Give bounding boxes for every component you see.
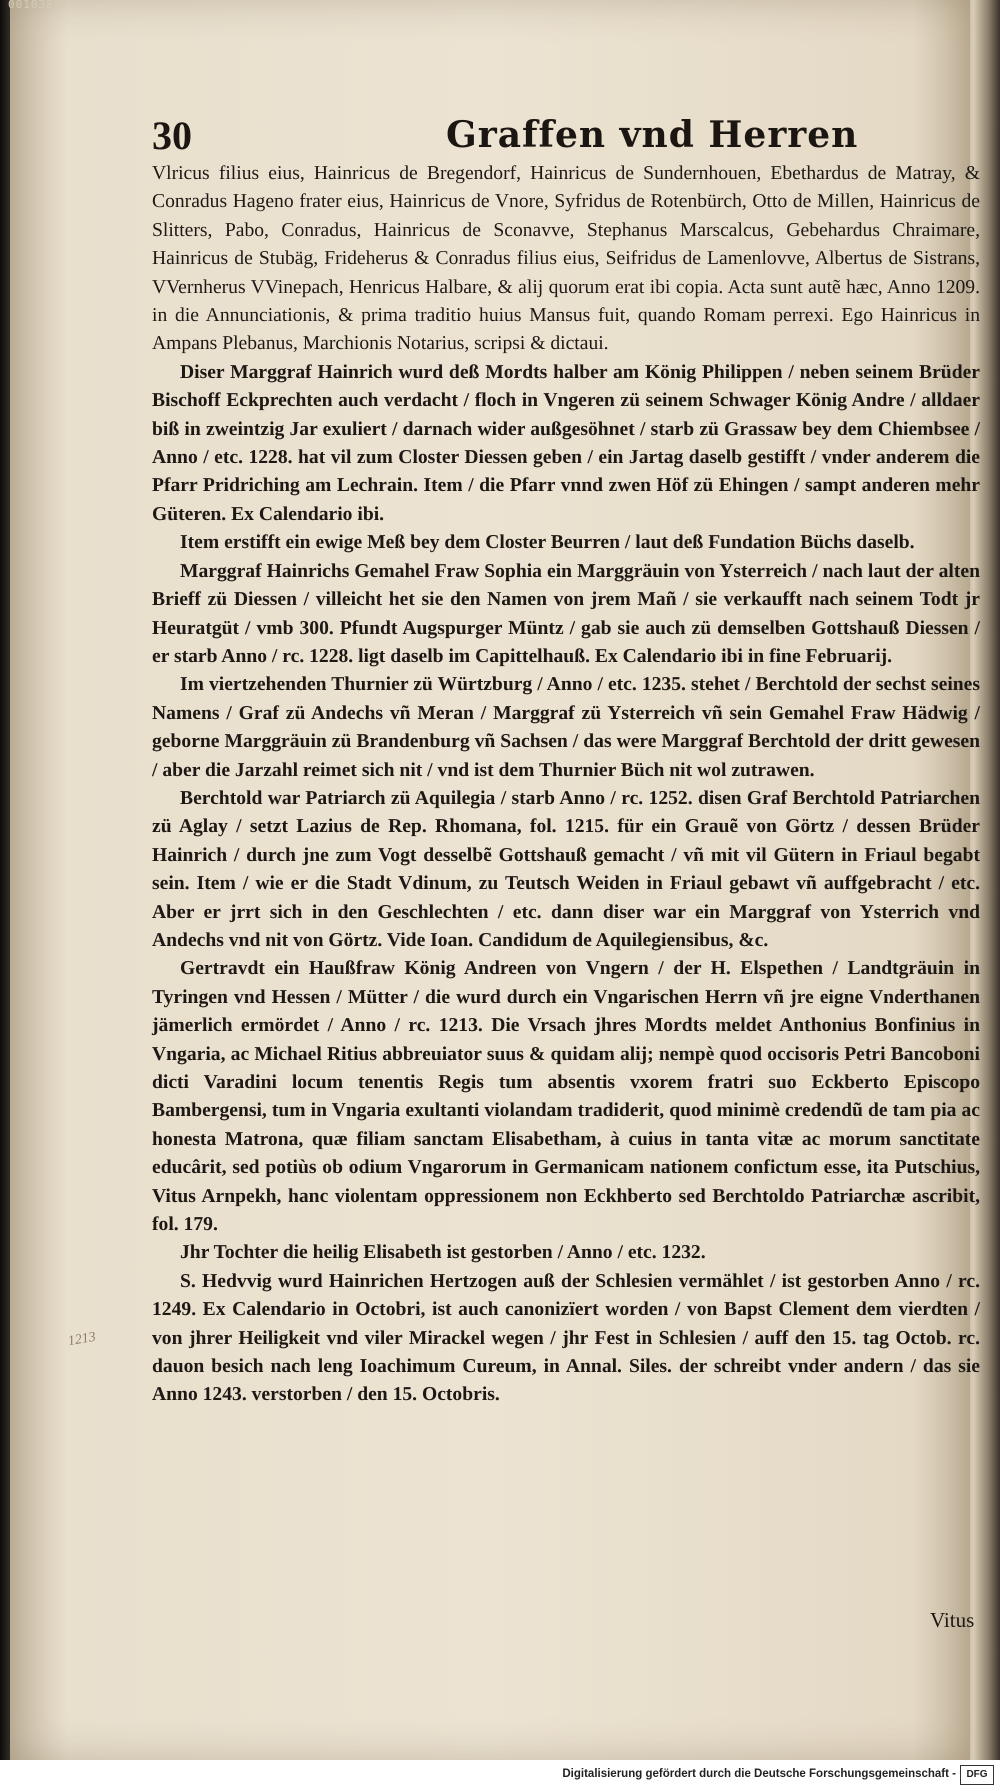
page-header [148, 112, 978, 164]
scan-id-label: 00103887 [8, 0, 69, 11]
paragraph-sophia: Marggraf Hainrichs Gemahel Fraw Sophia ein Marggräuin von Ysterreich / nach laut der alten Brieff zü Diessen / villeicht het sie den Namen von jrem Mañ / sie verkaufft nach seinem Todt jr Heuratgüt / vmb 300. Pfundt Augspurger Müntz / gab sie auch zü demselben Gottshauß Diessen / er starb Anno / rc. 1228. ligt daselb im Capittelhauß. Ex Calendario ibi in fine Februarij. [152, 560, 980, 667]
catchword: Vitus [930, 1608, 975, 1632]
paragraph-elisabeth: Jhr Tochter die heilig Elisabeth ist gestorben / Anno / etc. 1232. [180, 1242, 706, 1264]
paragraph-ewige-mess: Item erstifft ein ewige Meß bey dem Closter Beurren / laut deß Fundation Büchs daselb. [180, 532, 915, 554]
funding-credit: Digitalisierung gefördert durch die Deutsche Forschungsgemeinschaft - [562, 1768, 956, 1780]
dfg-logo-icon: DFG [960, 1765, 994, 1785]
paragraph-latin-witness-list: Vlricus filius eius, Hainricus de Bregendorf, Hainricus de Sundernhouen, Ebethardus de Matray, & Conradus Hageno frater eius, Hainricus de Vnore, Syfridus de Rotenbürch, Otto de Millen, Hainricus de Slitters, Pabo, Conradus, Hainricus de Sconavve, Stephanus Marscalcus, Gebehardus Chraimare, Hainricus de Stubäg, Frideherus & Conradus filius eius, Seifridus de Lamenlovve, Albertus de Sistrans, VVernherus VVinepach, Henricus Halbare, & alij quorum erat ibi copia. Acta sunt autẽ hæc, Anno 1209. in die Annunciationis, & prima traditio huius Mansus fuit, quando Romam perrexi. Ego Hainricus in Ampans Plebanus, Marchionis Notarius, scripsi & dictaui. [152, 163, 980, 355]
handwritten-margin-note: 1213 [66, 1329, 98, 1350]
page-number: 30 [152, 113, 192, 158]
book-page [8, 0, 980, 1760]
paragraph-thurnier: Im viertzehenden Thurnier zü Würtzburg / Anno / etc. 1235. stehet / Berchtold der sechst seines Namens / Graf zü Andechs vñ Meran / Marggraf zü Ysterreich vñ sein Gemahel Fraw Hädwig / geborne Marggräuin zü Brandenburg vñ Sachsen / das were Marggraf Berchtold der dritt gewesen / aber die Jarzahl reimet sich nit / vnd ist dem Thurnier Büch nit wol zutrawen. [152, 674, 980, 781]
paragraph-gertraudt: Gertravdt ein Haußfraw König Andreen von Vngern / der H. Elspethen / Landtgräuin in Tyringen vnd Hessen / Mütter / die wurd durch ein Vngarischen Herrn vñ jre eigne Vnderthanen jämerlich ermördet / Anno / rc. 1213. Die Vrsach jhres Mordts meldet Anthonius Bonfinius in Vngaria, ac Michael Ritius abbreuiator suus & quidam alij; nempè quod occisoris Petri Bancoboni dicti Varadini locum tenentis Regis tum absentis vxorem fratri suo Eckberto Episcopo Bambergensi, tum in Vngaria exultanti violandam tradiderit, quod minimè credendũ de tam pia ac honesta Matrona, quæ filiam sanctam Elisabetham, à cuius in tanta vitæ ac morum sanctitate educârit, sed potiùs ob odium Vngarorum in Germanicam nationem confictum esse, ita Putschius, Vitus Arnpekh, hanc violentam oppressionem non Eckhberto sed Berchtoldo Patriarchæ ascribit, fol. 179. [152, 958, 980, 1236]
running-head: Graffen vnd Herren [446, 114, 859, 156]
digitization-footer [0, 1760, 1000, 1791]
body-text [152, 160, 980, 1410]
paragraph-hedwig: S. Hedvvig wurd Hainrichen Hertzogen auß der Schlesien vermählet / ist gestorben Anno / rc. 1249. Ex Calendario in Octobri, ist auch canonizïert worden / von Bapst Clement dem vierdten / von jhrer Heiligkeit vnd viler Mirackel wegen / jhr Fest in Schlesien / auff den 15. tag Octob. rc. dauon besich nach leng Ioachimum Cureum, in Annal. Siles. der schreibt vnder andern / das sie Anno 1243. verstorben / den 15. Octobris. [152, 1270, 980, 1406]
paragraph-marggraf-hainrich: Diser Marggraf Hainrich wurd deß Mordts halber am König Philippen / neben seinem Brüder Bischoff Eckprechten auch verdacht / floch in Vngeren zü seinem Schwager König Andre / alldaer biß in zweintzig Jar exuliert / darnach wider außgesöhnet / starb zü Grassaw bey dem Chiembsee / Anno / etc. 1228. hat vil zum Closter Diessen geben / ein Jartag daselb gestifft / vnder anderem die Pfarr Pridriching am Lechrain. Item / die Pfarr vnnd zwen Höf zü Ehingen / sampt anderen mehr Güteren. Ex Calendario ibi. [152, 361, 980, 525]
paragraph-berchtold: Berchtold war Patriarch zü Aquilegia / starb Anno / rc. 1252. disen Graf Berchtold Patriarchen zü Aglay / setzt Lazius de Rep. Rhomana, fol. 1215. für ein Grauẽ von Görtz / dessen Brüder Hainrich / durch jne zum Vogt desselbẽ Gottshauß gemacht / vñ mit vil Gütern in Friaul begabt sein. Item / wie er die Stadt Vdinum, zu Teutsch Weiden in Friaul gebawt vñ auffgebracht / etc. Aber er jrrt sich in den Geschlechten / etc. dann diser war ein Marggraf von Ysterrich vnd Andechs vnd nit von Görtz. Vide Ioan. Candidum de Aquilegiensibus, &c. [152, 787, 980, 951]
